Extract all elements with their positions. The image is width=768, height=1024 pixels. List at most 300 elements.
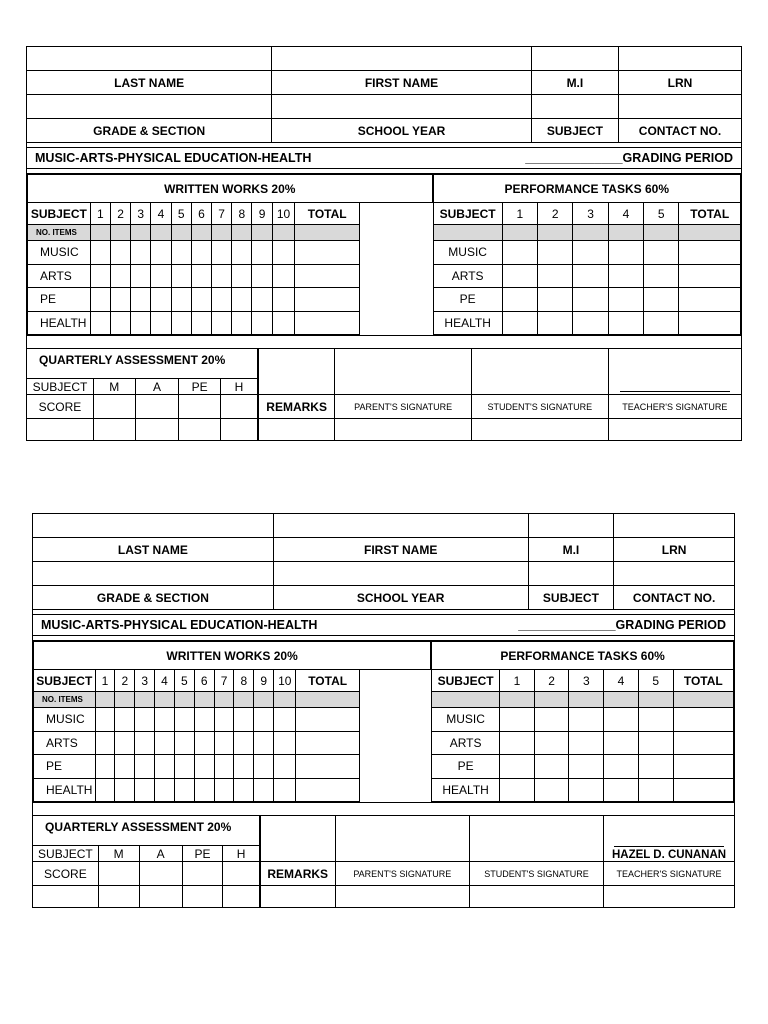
ww-score-cell[interactable]	[115, 755, 135, 779]
qa-col-header: M	[93, 379, 135, 395]
contact-label: CONTACT NO.	[614, 586, 735, 610]
ww-score-cell[interactable]	[90, 288, 110, 312]
last-name-field[interactable]	[27, 47, 272, 71]
ww-col-header: 1	[95, 670, 115, 692]
pt-score-cell[interactable]	[500, 755, 535, 779]
pt-no-items-cell[interactable]	[673, 692, 733, 708]
pt-score-cell[interactable]	[638, 731, 673, 755]
qa-empty-cell[interactable]	[98, 886, 139, 908]
contact-field[interactable]	[614, 562, 735, 586]
student-signature-value[interactable]	[471, 419, 608, 441]
pt-score-cell[interactable]	[534, 778, 569, 802]
no-items-cell[interactable]	[194, 692, 214, 708]
qa-empty-cell[interactable]	[223, 886, 259, 908]
pt-score-cell[interactable]	[673, 731, 733, 755]
pt-col-header: 5	[638, 670, 673, 692]
qa-empty-cell[interactable]	[179, 419, 221, 441]
ww-score-cell[interactable]	[272, 264, 295, 288]
form-title-bar	[32, 614, 735, 636]
pt-score-cell[interactable]	[502, 288, 537, 312]
written-works-heading: WRITTEN WORKS 20%	[28, 175, 433, 203]
no-items-label: NO. ITEMS	[34, 692, 96, 708]
pt-score-cell[interactable]	[673, 755, 733, 779]
no-items-cell[interactable]	[191, 225, 211, 241]
ww-col-header: 8	[232, 203, 252, 225]
pt-score-cell[interactable]	[573, 241, 608, 265]
pt-score-cell[interactable]	[573, 311, 608, 335]
student-info-table	[32, 513, 735, 610]
pt-no-items-cell[interactable]	[500, 692, 535, 708]
no-items-cell[interactable]	[252, 225, 272, 241]
grade-section-label: GRADE & SECTION	[27, 119, 272, 143]
student-info-table	[26, 46, 742, 143]
school-year-field[interactable]	[273, 562, 528, 586]
pt-score-cell[interactable]	[569, 778, 604, 802]
qa-score-cell[interactable]	[93, 395, 135, 419]
parent-signature-label: PARENT'S SIGNATURE	[335, 395, 472, 419]
ww-score-cell[interactable]	[214, 778, 234, 802]
pt-score-cell[interactable]	[538, 241, 573, 265]
pt-score-cell[interactable]	[502, 241, 537, 265]
ww-score-cell[interactable]	[151, 288, 171, 312]
pt-score-cell[interactable]	[573, 264, 608, 288]
performance-tasks-heading: PERFORMANCE TASKS 60%	[432, 642, 734, 670]
ww-score-cell[interactable]	[95, 731, 115, 755]
performance-tasks-table	[431, 641, 734, 802]
no-items-cell[interactable]	[234, 692, 254, 708]
ww-score-cell[interactable]	[174, 708, 194, 732]
lrn-field[interactable]	[619, 47, 742, 71]
form-title: MUSIC-ARTS-PHYSICAL EDUCATION-HEALTH	[41, 618, 318, 632]
ww-row	[28, 288, 433, 312]
ww-score-cell[interactable]	[296, 731, 360, 755]
first-name-label: FIRST NAME	[273, 538, 528, 562]
ww-total-header: TOTAL	[296, 670, 360, 692]
pt-col-header: 3	[569, 670, 604, 692]
quarterly-section	[26, 348, 742, 441]
no-items-cell[interactable]	[214, 692, 234, 708]
ww-score-cell[interactable]	[131, 288, 151, 312]
ww-score-cell[interactable]	[252, 241, 272, 265]
ww-score-cell[interactable]	[171, 288, 191, 312]
no-items-cell[interactable]	[232, 225, 252, 241]
ww-score-cell[interactable]	[194, 731, 214, 755]
pt-score-cell[interactable]	[679, 288, 741, 312]
ww-score-cell[interactable]	[274, 755, 296, 779]
ww-score-cell[interactable]	[214, 755, 234, 779]
teacher-signature-box[interactable]	[608, 349, 741, 395]
remarks-box[interactable]	[258, 349, 334, 395]
quarterly-panel	[26, 348, 258, 441]
ww-score-cell[interactable]	[212, 288, 232, 312]
pt-score-cell[interactable]	[673, 708, 733, 732]
pt-no-items-cell[interactable]	[432, 692, 500, 708]
pt-no-items-cell[interactable]	[502, 225, 537, 241]
qa-score-cell[interactable]	[179, 395, 221, 419]
pt-score-cell[interactable]	[644, 241, 679, 265]
ww-score-cell[interactable]	[131, 311, 151, 335]
first-name-field[interactable]	[273, 514, 528, 538]
signature-panel	[260, 815, 735, 908]
ww-score-cell[interactable]	[295, 264, 360, 288]
student-signature-value[interactable]	[469, 886, 603, 908]
remarks-label: REMARKS	[258, 395, 334, 419]
pt-subject-header: SUBJECT	[433, 203, 502, 225]
ww-score-cell[interactable]	[296, 708, 360, 732]
ww-score-cell[interactable]	[254, 778, 274, 802]
written-works-heading: WRITTEN WORKS 20%	[34, 642, 431, 670]
ww-score-cell[interactable]	[232, 311, 252, 335]
pt-score-cell[interactable]	[638, 778, 673, 802]
no-items-cell[interactable]	[135, 692, 155, 708]
ww-score-cell[interactable]	[194, 708, 214, 732]
parent-signature-box[interactable]	[335, 816, 469, 862]
pt-score-cell[interactable]	[679, 264, 741, 288]
ww-score-cell[interactable]	[191, 311, 211, 335]
ww-row-subject: MUSIC	[34, 708, 96, 732]
signature-line	[620, 391, 730, 392]
ww-row	[34, 755, 431, 779]
qa-empty-cell[interactable]	[135, 419, 179, 441]
ww-score-cell[interactable]	[131, 241, 151, 265]
pt-no-items-cell[interactable]	[638, 692, 673, 708]
subject-field[interactable]	[528, 562, 614, 586]
remarks-value[interactable]	[258, 419, 334, 441]
ww-col-header: 7	[212, 203, 232, 225]
no-items-cell[interactable]	[155, 692, 175, 708]
scores-section	[32, 640, 735, 803]
pt-row-subject: MUSIC	[432, 708, 500, 732]
no-items-label: NO. ITEMS	[28, 225, 91, 241]
ww-score-cell[interactable]	[191, 288, 211, 312]
ww-score-cell[interactable]	[234, 778, 254, 802]
pt-score-cell[interactable]	[500, 778, 535, 802]
ww-score-cell[interactable]	[252, 311, 272, 335]
teacher-signature-box[interactable]	[604, 816, 735, 862]
no-items-cell[interactable]	[174, 692, 194, 708]
pt-score-cell[interactable]	[569, 708, 604, 732]
ww-row-subject: ARTS	[28, 264, 91, 288]
pt-score-cell[interactable]	[502, 264, 537, 288]
performance-tasks-table	[433, 174, 741, 335]
ww-score-cell[interactable]	[272, 241, 295, 265]
remarks-box[interactable]	[260, 816, 335, 862]
grade-section-field[interactable]	[33, 562, 274, 586]
ww-row	[28, 311, 433, 335]
ww-score-cell[interactable]	[135, 708, 155, 732]
no-items-cell[interactable]	[212, 225, 232, 241]
ww-col-header: 10	[274, 670, 296, 692]
ww-score-cell[interactable]	[151, 311, 171, 335]
pt-no-items-cell[interactable]	[573, 225, 608, 241]
ww-score-cell[interactable]	[295, 288, 360, 312]
qa-col-header: PE	[179, 379, 221, 395]
ww-row-subject: PE	[28, 288, 91, 312]
pt-score-cell[interactable]	[604, 778, 639, 802]
performance-tasks-panel	[431, 641, 734, 802]
pt-row	[432, 731, 734, 755]
ww-score-cell[interactable]	[252, 288, 272, 312]
qa-col-header: M	[98, 846, 139, 862]
ww-score-cell[interactable]	[254, 708, 274, 732]
ww-score-cell[interactable]	[90, 241, 110, 265]
last-name-label: LAST NAME	[33, 538, 274, 562]
ww-score-cell[interactable]	[252, 264, 272, 288]
pt-score-cell[interactable]	[500, 708, 535, 732]
ww-score-cell[interactable]	[274, 708, 296, 732]
pt-score-cell[interactable]	[573, 288, 608, 312]
pt-score-cell[interactable]	[644, 288, 679, 312]
pt-score-cell[interactable]	[502, 311, 537, 335]
ww-score-cell[interactable]	[214, 731, 234, 755]
ww-score-cell[interactable]	[135, 778, 155, 802]
ww-score-cell[interactable]	[272, 311, 295, 335]
ww-score-cell[interactable]	[135, 755, 155, 779]
pt-no-items-cell[interactable]	[644, 225, 679, 241]
qa-empty-cell[interactable]	[27, 419, 94, 441]
parent-signature-label: PARENT'S SIGNATURE	[335, 862, 469, 886]
grade-section-field[interactable]	[27, 95, 272, 119]
pt-col-header: 2	[538, 203, 573, 225]
qa-empty-cell[interactable]	[33, 886, 99, 908]
ww-score-cell[interactable]	[171, 241, 191, 265]
ww-score-cell[interactable]	[194, 755, 214, 779]
ww-score-cell[interactable]	[95, 708, 115, 732]
pt-score-cell[interactable]	[569, 755, 604, 779]
qa-subject-label: SUBJECT	[27, 379, 94, 395]
ww-score-cell[interactable]	[295, 311, 360, 335]
no-items-cell[interactable]	[295, 225, 360, 241]
pt-score-cell[interactable]	[604, 731, 639, 755]
no-items-cell[interactable]	[171, 225, 191, 241]
pt-score-cell[interactable]	[534, 708, 569, 732]
pt-no-items-cell[interactable]	[604, 692, 639, 708]
pt-row-subject: PE	[432, 755, 500, 779]
mi-field[interactable]	[528, 514, 614, 538]
student-signature-box[interactable]	[469, 816, 603, 862]
ww-score-cell[interactable]	[131, 264, 151, 288]
no-items-cell[interactable]	[131, 225, 151, 241]
ww-score-cell[interactable]	[110, 241, 130, 265]
pt-score-cell[interactable]	[604, 755, 639, 779]
ww-score-cell[interactable]	[174, 778, 194, 802]
ww-score-cell[interactable]	[155, 778, 175, 802]
pt-score-cell[interactable]	[569, 731, 604, 755]
pt-score-cell[interactable]	[638, 755, 673, 779]
no-items-cell[interactable]	[90, 225, 110, 241]
no-items-cell[interactable]	[272, 225, 295, 241]
ww-score-cell[interactable]	[155, 755, 175, 779]
ww-score-cell[interactable]	[274, 731, 296, 755]
ww-row-subject: MUSIC	[28, 241, 91, 265]
ww-score-cell[interactable]	[155, 708, 175, 732]
mi-label: M.I	[531, 71, 618, 95]
pt-no-items-cell[interactable]	[608, 225, 643, 241]
ww-score-cell[interactable]	[296, 755, 360, 779]
pt-score-cell[interactable]	[679, 311, 741, 335]
no-items-cell[interactable]	[95, 692, 115, 708]
pt-score-cell[interactable]	[608, 288, 643, 312]
ww-col-header: 2	[110, 203, 130, 225]
grading-period[interactable]: ______________GRADING PERIOD	[525, 151, 733, 165]
pt-row-subject: ARTS	[433, 264, 502, 288]
pt-score-cell[interactable]	[673, 778, 733, 802]
ww-score-cell[interactable]	[212, 264, 232, 288]
quarterly-heading: QUARTERLY ASSESSMENT 20%	[33, 816, 260, 846]
pt-score-cell[interactable]	[608, 241, 643, 265]
ww-score-cell[interactable]	[110, 311, 130, 335]
ww-score-cell[interactable]	[232, 288, 252, 312]
parent-signature-value[interactable]	[335, 886, 469, 908]
pt-score-cell[interactable]	[538, 264, 573, 288]
qa-score-cell[interactable]	[182, 862, 223, 886]
grading-period[interactable]: ______________GRADING PERIOD	[518, 618, 726, 632]
ww-score-cell[interactable]	[174, 755, 194, 779]
ww-score-cell[interactable]	[234, 755, 254, 779]
pt-col-header: 4	[604, 670, 639, 692]
ww-score-cell[interactable]	[254, 755, 274, 779]
ww-score-cell[interactable]	[115, 731, 135, 755]
pt-no-items-cell[interactable]	[534, 692, 569, 708]
ww-score-cell[interactable]	[90, 264, 110, 288]
school-year-field[interactable]	[272, 95, 532, 119]
ww-score-cell[interactable]	[214, 708, 234, 732]
ww-score-cell[interactable]	[254, 731, 274, 755]
ww-score-cell[interactable]	[212, 241, 232, 265]
contact-label: CONTACT NO.	[619, 119, 742, 143]
qa-empty-cell[interactable]	[182, 886, 223, 908]
pt-score-cell[interactable]	[679, 241, 741, 265]
qa-col-header: H	[220, 379, 257, 395]
pt-row	[432, 778, 734, 802]
pt-score-cell[interactable]	[608, 264, 643, 288]
ww-score-cell[interactable]	[232, 241, 252, 265]
ww-row-subject: PE	[34, 755, 96, 779]
pt-score-cell[interactable]	[538, 288, 573, 312]
qa-score-cell[interactable]	[135, 395, 179, 419]
qa-score-cell[interactable]	[223, 862, 259, 886]
qa-col-header: PE	[182, 846, 223, 862]
ww-col-header: 9	[254, 670, 274, 692]
pt-score-cell[interactable]	[638, 708, 673, 732]
written-works-panel	[33, 641, 431, 802]
ww-score-cell[interactable]	[171, 311, 191, 335]
no-items-cell[interactable]	[110, 225, 130, 241]
pt-no-items-cell[interactable]	[679, 225, 741, 241]
subject-label: SUBJECT	[528, 586, 614, 610]
ww-score-cell[interactable]	[155, 731, 175, 755]
no-items-cell[interactable]	[296, 692, 360, 708]
ww-score-cell[interactable]	[110, 264, 130, 288]
teacher-signature-value[interactable]	[608, 419, 741, 441]
pt-score-cell[interactable]	[604, 708, 639, 732]
ww-score-cell[interactable]	[296, 778, 360, 802]
mi-field[interactable]	[531, 47, 618, 71]
pt-score-cell[interactable]	[500, 731, 535, 755]
ww-score-cell[interactable]	[191, 241, 211, 265]
ww-score-cell[interactable]	[151, 241, 171, 265]
pt-score-cell[interactable]	[534, 731, 569, 755]
ww-score-cell[interactable]	[90, 311, 110, 335]
no-items-cell[interactable]	[254, 692, 274, 708]
parent-signature-box[interactable]	[335, 349, 472, 395]
contact-field[interactable]	[619, 95, 742, 119]
ww-row	[34, 731, 431, 755]
qa-score-cell[interactable]	[139, 862, 182, 886]
pt-score-cell[interactable]	[534, 755, 569, 779]
written-works-panel	[27, 174, 433, 335]
subject-field[interactable]	[531, 95, 618, 119]
ww-score-cell[interactable]	[272, 288, 295, 312]
ww-score-cell[interactable]	[234, 708, 254, 732]
remarks-value[interactable]	[260, 886, 335, 908]
ww-score-cell[interactable]	[95, 755, 115, 779]
pt-col-header: 2	[534, 670, 569, 692]
ww-score-cell[interactable]	[95, 778, 115, 802]
pt-row-subject: HEALTH	[433, 311, 502, 335]
parent-signature-value[interactable]	[335, 419, 472, 441]
no-items-cell[interactable]	[151, 225, 171, 241]
qa-score-cell[interactable]	[98, 862, 139, 886]
lrn-label: LRN	[619, 71, 742, 95]
pt-no-items-cell[interactable]	[433, 225, 502, 241]
student-signature-box[interactable]	[471, 349, 608, 395]
ww-score-cell[interactable]	[232, 264, 252, 288]
student-signature-label: STUDENT'S SIGNATURE	[471, 395, 608, 419]
pt-col-header: 3	[573, 203, 608, 225]
ww-score-cell[interactable]	[274, 778, 296, 802]
qa-empty-cell[interactable]	[93, 419, 135, 441]
pt-score-cell[interactable]	[538, 311, 573, 335]
spacer	[26, 336, 742, 348]
ww-score-cell[interactable]	[135, 731, 155, 755]
ww-score-cell[interactable]	[171, 264, 191, 288]
ww-score-cell[interactable]	[115, 708, 135, 732]
ww-score-cell[interactable]	[115, 778, 135, 802]
no-items-cell[interactable]	[115, 692, 135, 708]
ww-score-cell[interactable]	[110, 288, 130, 312]
qa-score-cell[interactable]	[220, 395, 257, 419]
ww-col-header: 5	[171, 203, 191, 225]
teacher-signature-value[interactable]	[604, 886, 735, 908]
ww-col-header: 4	[155, 670, 175, 692]
last-name-field[interactable]	[33, 514, 274, 538]
scores-section	[26, 173, 742, 336]
no-items-cell[interactable]	[274, 692, 296, 708]
ww-score-cell[interactable]	[191, 264, 211, 288]
qa-empty-cell[interactable]	[220, 419, 257, 441]
pt-no-items-cell[interactable]	[569, 692, 604, 708]
ww-score-cell[interactable]	[151, 264, 171, 288]
pt-score-cell[interactable]	[608, 311, 643, 335]
first-name-field[interactable]	[272, 47, 532, 71]
spacer	[32, 803, 735, 815]
ww-col-header: 10	[272, 203, 295, 225]
ww-score-cell[interactable]	[212, 311, 232, 335]
ww-score-cell[interactable]	[194, 778, 214, 802]
form-title: MUSIC-ARTS-PHYSICAL EDUCATION-HEALTH	[35, 151, 312, 165]
pt-total-header: TOTAL	[679, 203, 741, 225]
pt-score-cell[interactable]	[644, 264, 679, 288]
ww-score-cell[interactable]	[295, 241, 360, 265]
pt-no-items-cell[interactable]	[538, 225, 573, 241]
lrn-field[interactable]	[614, 514, 735, 538]
signature-line	[614, 846, 724, 847]
pt-score-cell[interactable]	[644, 311, 679, 335]
qa-empty-cell[interactable]	[139, 886, 182, 908]
ww-score-cell[interactable]	[234, 731, 254, 755]
ww-score-cell[interactable]	[174, 731, 194, 755]
